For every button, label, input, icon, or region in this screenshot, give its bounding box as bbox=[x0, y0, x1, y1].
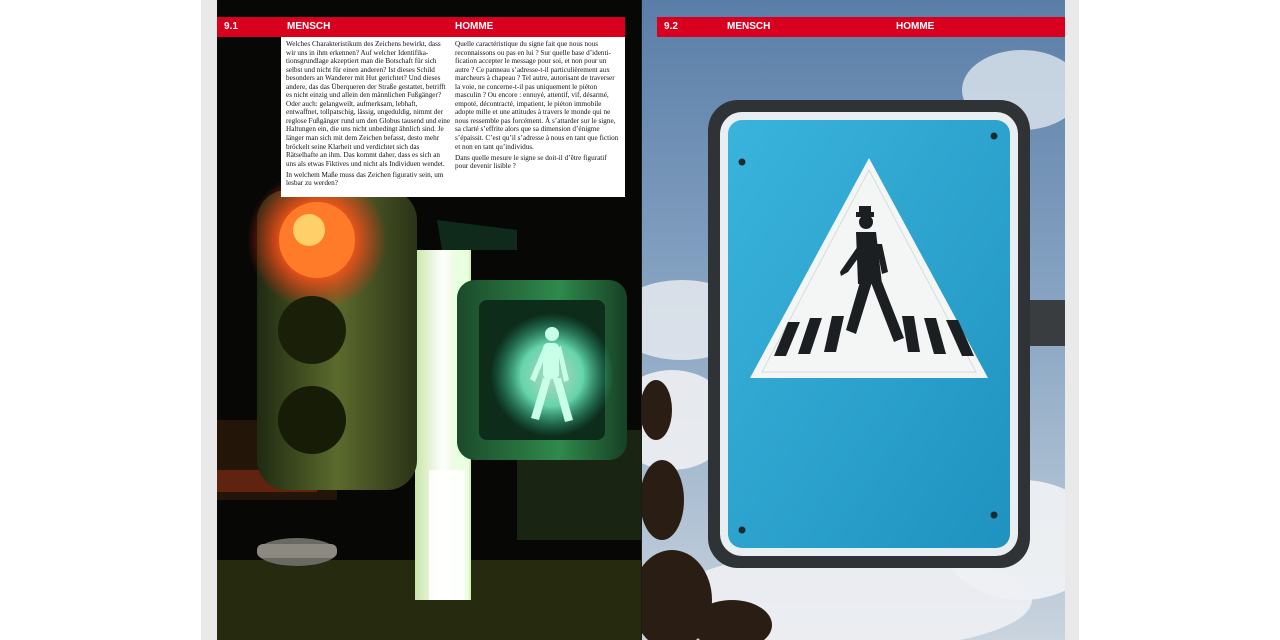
label-french: HOMME bbox=[896, 21, 935, 32]
french-question: Dans quelle mesure le signe se doit-il d’être figuratif pour devenir lisible ? bbox=[455, 153, 607, 171]
left-header-bar bbox=[217, 17, 625, 37]
section-number: 9.2 bbox=[664, 21, 678, 32]
pedestrian-crossing-sign-icon bbox=[642, 0, 1065, 640]
label-german: MENSCH bbox=[727, 21, 771, 32]
german-paragraph: Welches Charakteristikum des Zeichens bewirkt, dass wir uns in ihm erkennen? Auf welcher Identifika-tionsgrundlage akzeptiert man die Botschaft für sich selbst und nicht für einen anderen? Ist dieses Schild besonders an Wanderer mit Hut gerichtet? Und dieses andere, das das Überqueren der Straße gestattet, betrifft es nicht einzig und allein den männlichen Fußgänger? Oder auch: gelangweilt, aufmerksam, lebhaft, entwaffnet, tollpatschig, lässig, ungeduldig, nimmt der reglose Fußgänger rund um den Globus tausend und eine Haltungen ein, die uns nicht unbedingt ähnlich sind. Je länger man sich mit dem Zeichen befasst, desto mehr bröckelt seine Klarheit und verdichtet sich das Rätselhafte an ihm. Das kommt daher, dass es sich an uns als etwas Fiktives und nicht als Individuen wendet. bbox=[286, 40, 451, 168]
french-paragraph: Quelle caractéristique du signe fait que nous nous reconnaissons ou pas en lui ? Sur quelle base d’identi-fication accepter le message pour soi, et non pour un autre ? Ce panneau s’adresse-t-il particulièrement aux marcheurs à chapeau ? Tel autre, autorisant de traverser la voie, ne concerne-t-il pas uniquement le piéton masculin ? Ou encore : ennuyé, attentif, vif, désarmé, empoté, décontracté, impatient, le piéton immobile adopte mille et une attitudes à travers le monde qui ne nous ressemble pas forcément. À s’attarder sur le signe, sa clarté s’effrite alors que sa dimension d’énigme s’épaissit. C’est qu’il s’adresse à nous en tant que fiction et non en tant qu’individus. bbox=[455, 40, 619, 151]
section-number: 9.1 bbox=[224, 21, 238, 32]
right-header-bar bbox=[657, 17, 1065, 37]
german-text-column bbox=[286, 40, 451, 190]
right-page-photo bbox=[642, 0, 1065, 640]
german-question: In welchem Maße muss das Zeichen figurativ sein, um lesbar zu werden? bbox=[286, 170, 444, 188]
french-text-column bbox=[455, 40, 620, 173]
label-french: HOMME bbox=[455, 21, 494, 32]
label-german: MENSCH bbox=[287, 21, 331, 32]
text-box bbox=[281, 37, 625, 197]
